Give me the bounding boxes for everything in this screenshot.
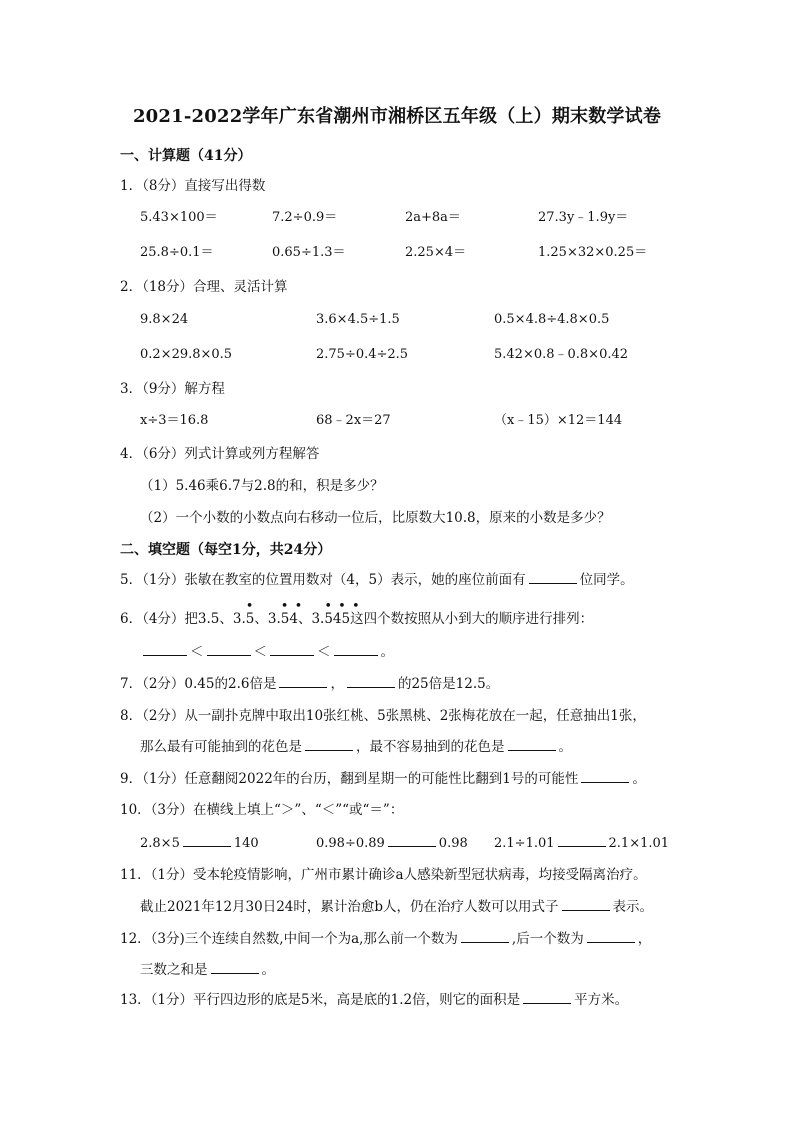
q10-item: 2.1÷1.01 2.1×1.01 <box>494 833 669 854</box>
answer-blank[interactable] <box>558 833 606 847</box>
answer-blank[interactable] <box>523 990 571 1004</box>
q6-text-end: 这四个数按照从小到大的顺序进行排列： <box>350 611 594 627</box>
question-5 <box>120 570 634 590</box>
q10-item: 0.98÷0.89 0.98 <box>316 833 468 854</box>
q10-item: 2.8×5 140 <box>140 833 259 854</box>
q5-text-end: 位同学。 <box>579 572 634 588</box>
page-title: 2021-2022学年广东省潮州市湘桥区五年级（上）期末数学试卷 <box>132 106 662 127</box>
answer-blank[interactable] <box>334 642 378 656</box>
repeat-dots: • <box>245 599 255 614</box>
section-fill-blank-heading: 二、填空题（每空1分，共24分） <box>120 542 332 558</box>
q1-item: 0.65÷1.3＝ <box>272 245 346 260</box>
repeating-decimal: • 5 <box>245 599 255 627</box>
less-than-sign: ＜ <box>253 644 267 660</box>
answer-blank[interactable] <box>143 642 187 656</box>
answer-blank[interactable] <box>279 674 327 688</box>
q1-item: 5.43×100＝ <box>140 210 218 225</box>
q2-item: 0.2×29.8×0.5 <box>140 347 233 362</box>
answer-blank[interactable] <box>581 769 629 783</box>
q4-sub-1: （1）5.46乘6.7与2.8的和，积是多少？ <box>140 478 384 494</box>
q6-text: 6．（4分）把3.5、3. <box>120 611 246 627</box>
question-13: 13．（1分）平行四边形的底是5米，高是底的1.2倍，则它的面积是 平方米。 <box>120 992 629 1008</box>
question-2: 2．（18分）合理、灵活计算 <box>120 279 288 295</box>
question-4: 4．（6分）列式计算或列方程解答 <box>120 446 320 462</box>
question-12-cont: 三数之和是 。 <box>140 962 275 978</box>
answer-blank[interactable] <box>305 737 353 751</box>
question-3: 3．（9分）解方程 <box>120 381 225 397</box>
question-10: 10．（3分）在横线上填上“＞”、“＜”“或“＝”： <box>120 802 404 818</box>
repeat-dots: • • <box>280 599 304 614</box>
q5-text: 5．（1分）张敏在教室的位置用数对（4，5）表示，她的座位前面有 <box>120 572 526 588</box>
q3-item: 68﹣2x＝27 <box>316 413 391 428</box>
q2-item: 9.8×24 <box>140 312 189 327</box>
question-11-cont: 截止2021年12月30日24时，累计治愈b人，仍在治疗人数可以用式子 表示。 <box>140 899 654 915</box>
question-8: 8．（2分）从一副扑克牌中取出10张红桃、5张黑桃、2张梅花放在一起，任意抽出1张， <box>120 708 646 724</box>
less-than-sign: ＜ <box>317 644 331 660</box>
answer-blank[interactable] <box>508 737 556 751</box>
q2-item: 3.6×4.5÷1.5 <box>316 312 400 327</box>
q1-item: 25.8÷0.1＝ <box>140 245 214 260</box>
question-1: 1．（8分）直接写出得数 <box>120 178 266 194</box>
question-7: 7．（2分）0.45的2.6倍是 ， 的25倍是12.5。 <box>120 676 500 692</box>
answer-blank[interactable] <box>270 642 314 656</box>
q2-item: 5.42×0.8﹣0.8×0.42 <box>494 347 629 362</box>
answer-blank[interactable] <box>587 929 635 943</box>
section-calculation-heading: 一、计算题（41分） <box>120 148 252 164</box>
question-9: 9．（1分）任意翻阅2022年的台历，翻到星期一的可能性比翻到1号的可能性 。 <box>120 771 646 787</box>
q2-item: 2.75÷0.4÷2.5 <box>316 347 409 362</box>
q1-item: 2a+8a＝ <box>405 210 461 225</box>
question-6: 6．（4分）把3.5、3. • 5、3. • • 54、3. • • • 545这四个数按照从小到大的顺序进行排列： <box>120 599 594 627</box>
answer-blank[interactable] <box>207 642 251 656</box>
q1-item: 2.25×4＝ <box>405 245 467 260</box>
question-8-cont: 那么最有可能抽到的花色是 ，最不容易抽到的花色是 。 <box>140 739 572 755</box>
answer-blank[interactable] <box>461 929 509 943</box>
answer-blank[interactable] <box>529 570 577 584</box>
q6-answer-row: ＜ ＜ ＜ 。 <box>140 642 394 662</box>
q1-item: 27.3y﹣1.9y＝ <box>538 210 629 225</box>
q1-item: 1.25×32×0.25＝ <box>538 245 648 260</box>
q2-item: 0.5×4.8÷4.8×0.5 <box>494 312 610 327</box>
repeating-decimal: • • 54 <box>280 599 304 627</box>
answer-blank[interactable] <box>562 897 610 911</box>
answer-blank[interactable] <box>183 833 231 847</box>
q3-item: （x﹣15）×12＝144 <box>494 413 623 428</box>
q3-item: x÷3＝16.8 <box>140 413 209 428</box>
less-than-sign: ＜ <box>190 644 204 660</box>
q1-item: 7.2÷0.9＝ <box>272 210 338 225</box>
answer-blank[interactable] <box>388 833 436 847</box>
answer-blank[interactable] <box>211 960 259 974</box>
question-11: 11．（1分）受本轮疫情影响，广州市累计确诊a人感染新型冠状病毒，均接受隔离治疗。 <box>120 867 647 883</box>
repeating-decimal: • • • 545 <box>324 599 361 627</box>
repeat-dots: • • • <box>324 599 361 614</box>
question-12: 12．（3分)三个连续自然数,中间一个为a,那么前一个数为 ,后一个数为 ， <box>120 931 652 947</box>
q4-sub-2: （2）一个小数的小数点向右移动一位后，比原数大10.8，原来的小数是多少？ <box>140 510 611 526</box>
answer-blank[interactable] <box>347 674 395 688</box>
